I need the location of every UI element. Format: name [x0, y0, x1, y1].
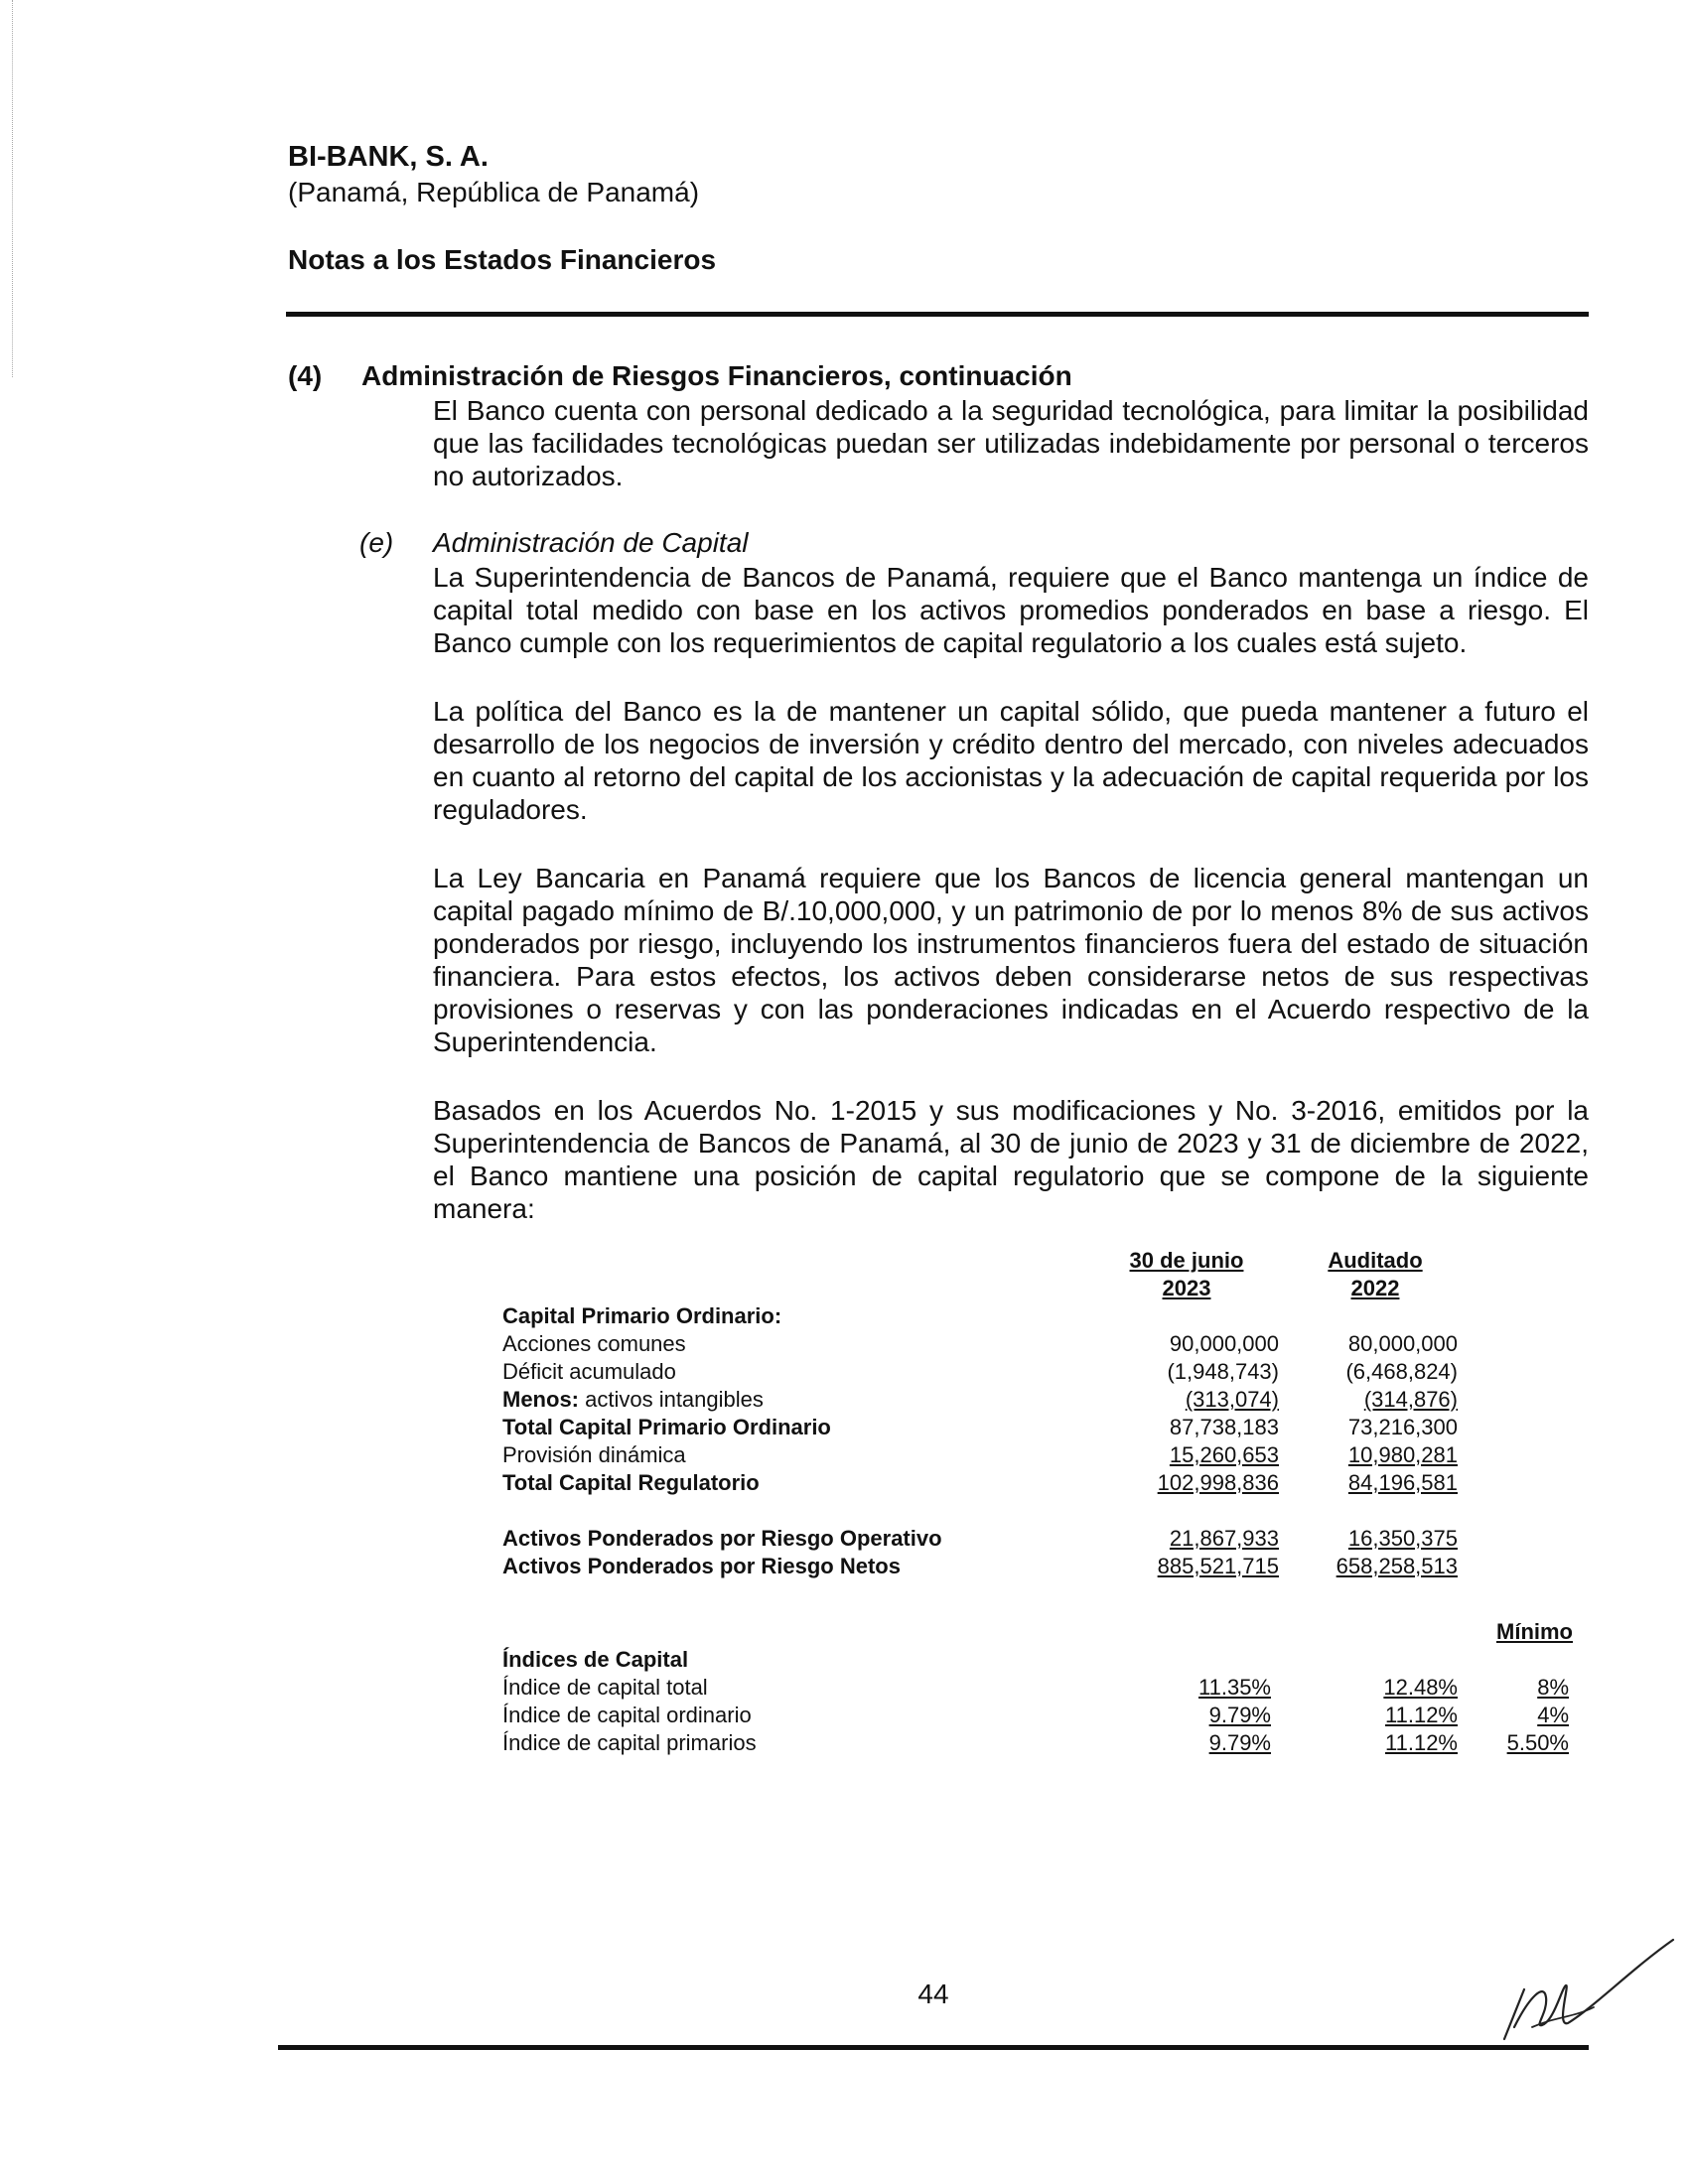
row-value-2023: 102,998,836 — [1157, 1470, 1279, 1495]
scan-margin-line — [12, 0, 14, 377]
ratios-title: Índices de Capital — [502, 1647, 689, 1672]
section-intro-paragraph: El Banco cuenta con personal dedicado a la seguridad tecnológica, para limitar la posibilidad que las facilidades tecnológicas puedan ser utilizadas indebidamente por personal o terceros no autorizados. — [433, 395, 1589, 491]
col-header-2023-line1: 30 de junio — [1129, 1248, 1244, 1273]
company-location: (Panamá, República de Panamá) — [288, 177, 700, 207]
row-label-total-primario: Total Capital Primario Ordinario — [502, 1415, 831, 1439]
ratio-label-primarios: Índice de capital primarios — [502, 1730, 757, 1755]
row-value-2022: 73,216,300 — [1347, 1415, 1458, 1439]
section-number: (4) — [288, 360, 323, 391]
ratio-value-2023: 9.79% — [1208, 1730, 1271, 1755]
signature-mark — [1484, 1928, 1683, 2047]
subsection-letter: (e) — [359, 527, 394, 558]
ratio-value-2022: 11.12% — [1385, 1730, 1458, 1755]
col-header-2022-line1: Auditado — [1328, 1248, 1423, 1273]
row-value-2022: 80,000,000 — [1347, 1331, 1458, 1356]
row-value-2022: 84,196,581 — [1347, 1470, 1458, 1495]
col-header-minimo: Mínimo — [1496, 1619, 1573, 1644]
row-value-2022: (6,468,824) — [1345, 1359, 1458, 1384]
ratio-label-total: Índice de capital total — [502, 1675, 708, 1700]
company-name: BI-BANK, S. A. — [288, 141, 489, 173]
ratio-value-2023: 11.35% — [1198, 1675, 1271, 1700]
ratio-value-minimo: 4% — [1537, 1703, 1569, 1727]
row-value-2023: 90,000,000 — [1169, 1331, 1279, 1356]
col-header-2023-line2: 2023 — [1162, 1276, 1211, 1300]
ratio-value-minimo: 5.50% — [1506, 1730, 1569, 1755]
paragraph-superintendencia: La Superintendencia de Bancos de Panamá, requiere que el Banco mantenga un índice de capital total medido con base en los activos promedios ponderados en base a riesgo. El Banco cumple con los requerimientos de capital regulatorio a los cuales está sujeto. — [433, 562, 1589, 658]
row-value-2023: 21,867,933 — [1169, 1526, 1279, 1551]
row-label-deficit: Déficit acumulado — [502, 1359, 676, 1384]
row-value-2023: (1,948,743) — [1167, 1359, 1279, 1384]
row-value-2022: (314,876) — [1363, 1387, 1458, 1412]
row-label-apr-netos: Activos Ponderados por Riesgo Netos — [502, 1554, 901, 1578]
row-label-acciones: Acciones comunes — [502, 1331, 686, 1356]
group-title-capital-primario: Capital Primario Ordinario: — [502, 1303, 782, 1328]
paragraph-politica: La política del Banco es la de mantener un capital sólido, que pueda mantener a futuro el desarrollo de los negocios de inversión y crédito dentro del mercado, con niveles adecuados en cuanto al retorno del capital de los accionistas y la adecuación de capital requerida por los reguladores. — [433, 696, 1589, 825]
ratio-value-minimo: 8% — [1537, 1675, 1569, 1700]
row-label-apr-operativo: Activos Ponderados por Riesgo Operativo — [502, 1526, 942, 1551]
document-title: Notas a los Estados Financieros — [288, 244, 717, 275]
row-value-2023: 885,521,715 — [1157, 1554, 1279, 1578]
row-label-intangibles-text: activos intangibles — [579, 1387, 764, 1412]
row-label-provision: Provisión dinámica — [502, 1442, 686, 1467]
paragraph-ley-bancaria: La Ley Bancaria en Panamá requiere que los Bancos de licencia general mantengan un capital pagado mínimo de B/.10,000,000, y un patrimonio de por lo menos 8% de sus activos ponderados por riesgo, incluyendo los instrumentos financieros fuera del estado de situación financiera. Para estos efectos, los activos deben considerarse netos de sus respectivas provisiones o reservas y con las ponderaciones indicadas en el Acuerdo respectivo de la Superintendencia. — [433, 863, 1589, 1057]
row-value-2023: 87,738,183 — [1169, 1415, 1279, 1439]
row-value-2023: 15,260,653 — [1169, 1442, 1279, 1467]
row-label-intangibles — [502, 1386, 764, 1414]
page-number: 44 — [917, 1979, 949, 2009]
paragraph-acuerdos: Basados en los Acuerdos No. 1-2015 y sus modificaciones y No. 3-2016, emitidos por la Superintendencia de Bancos de Panamá, al 30 de junio de 2023 y 31 de diciembre de 2022, el Banco mantiene una posición de capital regulatorio que se compone de la siguiente manera: — [433, 1095, 1589, 1224]
row-value-2022: 658,258,513 — [1336, 1554, 1458, 1578]
row-value-2022: 10,980,281 — [1347, 1442, 1458, 1467]
header-rule — [286, 312, 1589, 317]
ratio-label-ordinario: Índice de capital ordinario — [502, 1703, 752, 1727]
row-label-total-regulatorio: Total Capital Regulatorio — [502, 1470, 760, 1495]
ratio-value-2022: 11.12% — [1385, 1703, 1458, 1727]
section-title: Administración de Riesgos Financieros, continuación — [361, 360, 1072, 391]
row-value-2022: 16,350,375 — [1347, 1526, 1458, 1551]
row-label-menos: Menos: — [502, 1387, 579, 1412]
ratio-value-2022: 12.48% — [1383, 1675, 1458, 1700]
ratio-value-2023: 9.79% — [1208, 1703, 1271, 1727]
subsection-title: Administración de Capital — [433, 527, 749, 558]
col-header-2022-line2: 2022 — [1350, 1276, 1400, 1300]
footer-rule — [278, 2045, 1589, 2050]
row-value-2023: (313,074) — [1185, 1387, 1279, 1412]
